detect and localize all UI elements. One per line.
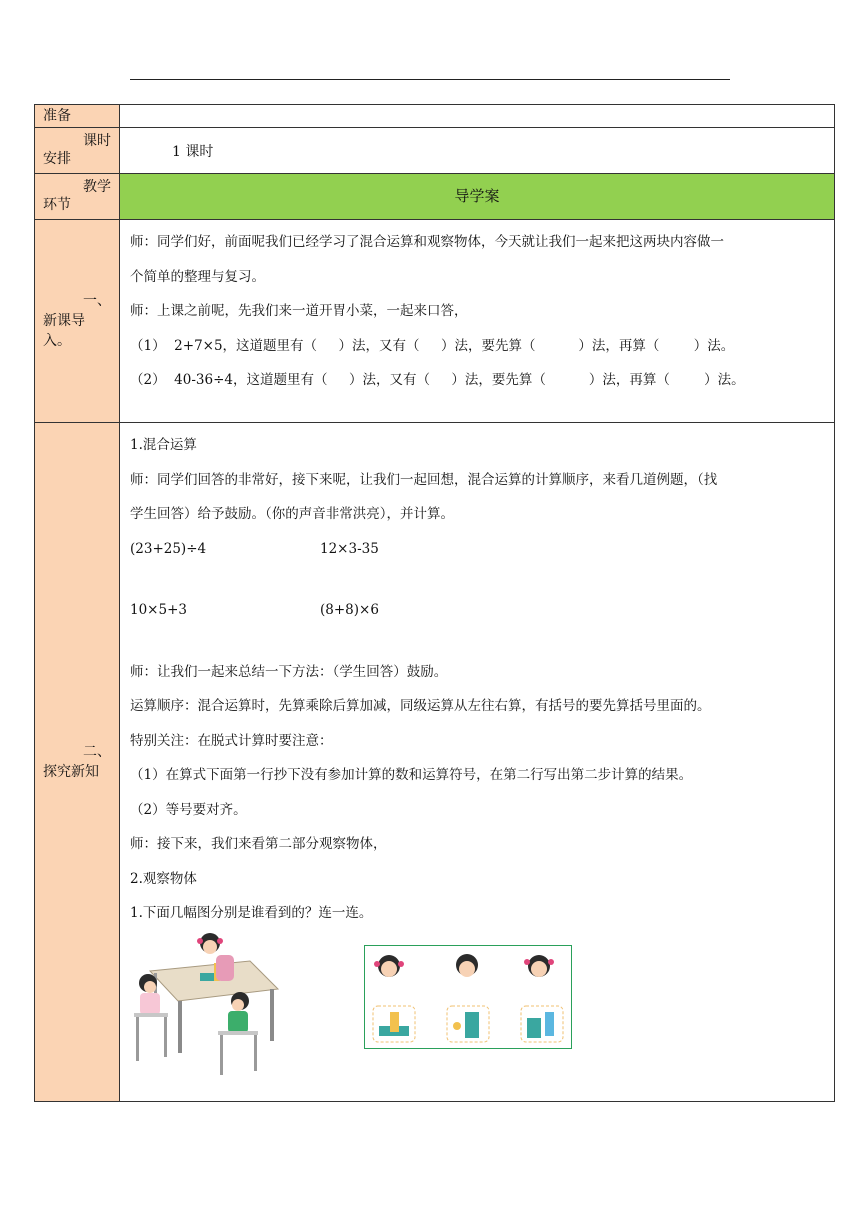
example-1a: (23+25)÷4 [130,540,207,557]
intro-p2: 师：上课之前呢，先我们来一道开胃小菜，一起来口答， [130,303,468,319]
section-header-label-1: 教学 [83,179,111,195]
example-1b: 12×3-35 [320,540,379,557]
example-2b: (8+8)×6 [320,602,379,618]
explore-label-2: 探究新知 [43,763,99,780]
intro-label-2: 新课导 [43,313,85,329]
row-section-header [35,174,835,220]
section-header-label-cell [35,174,120,220]
row-explore [35,423,835,1102]
explore-h1: 1.混合运算 [130,437,197,453]
schedule-content-cell [120,128,835,174]
prep-label: 准备 [43,108,71,124]
explore-p5: （1）在算式下面第一行抄下没有参加计算的数和运算符号，在第二行写出第二步计算的结果。 [130,767,693,783]
section-header-title: 导学案 [120,174,835,220]
intro-q2: （2） 40-36÷4，这道题里有（ ）法，又有（ ）法，要先算（ ）法，再算（ ）法。 [130,372,745,388]
intro-p1-line1: 师：同学们好，前面呢我们已经学习了混合运算和观察物体，今天就让我们一起来把这两块内容做一 [130,234,724,250]
explore-p2: 师：让我们一起来总结一下方法：（学生回答）鼓励。 [130,663,448,680]
faces-and-views [365,946,571,1048]
intro-label-1: 一、 [83,293,111,309]
children-at-table-illustration [130,931,280,1081]
row-intro [35,220,835,423]
explore-p3: 运算顺序：混合运算时，先算乘除后算加减，同级运算从左往右算，有括号的要先算括号里面的。 [130,698,711,714]
views-panel [364,945,572,1049]
explore-content-cell [120,423,835,1102]
example-row-1 [130,532,828,567]
girl-face-icon [374,955,404,977]
explore-label-1: 二、 [83,743,111,760]
explore-h2: 2.观察物体 [130,870,197,887]
intro-content-cell [120,220,835,423]
explore-question: 1.下面几幅图分别是谁看到的？连一连。 [130,905,373,921]
intro-p1-line2: 个简单的整理与复习。 [130,268,265,285]
schedule-label-cell [35,128,120,174]
schedule-content: 1 课时 [172,143,214,160]
section-header-label-2: 环节 [43,197,71,213]
schedule-label-2: 安排 [43,151,71,167]
row-schedule [35,128,835,174]
observation-figures [130,931,828,1101]
explore-p4: 特别关注：在脱式计算时要注意： [130,732,333,749]
intro-label-3: 入。 [43,333,71,349]
example-row-2 [130,593,828,628]
explore-p7: 师：接下来，我们来看第二部分观察物体， [130,836,387,852]
intro-label-cell [35,220,120,423]
lesson-plan-table [34,104,835,1102]
prep-label-cell [35,105,120,128]
intro-q1: （1） 2+7×5，这道题里有（ ）法，又有（ ）法，要先算（ ）法，再算（ ）法。 [130,337,735,354]
boy-face-icon [456,954,478,977]
example-2a: 10×5+3 [130,602,187,618]
explore-p1-line1: 师：同学们回答的非常好，接下来呢，让我们一起回想，混合运算的计算顺序，来看几道例题，（找 [130,471,718,488]
explore-label-cell [35,423,120,1102]
girl-face-icon-2 [524,955,554,977]
explore-p6: （2）等号要对齐。 [130,801,247,818]
schedule-label-1: 课时 [83,133,111,149]
explore-p1-line2: 学生回答）给予鼓励。（你的声音非常洪亮），并计算。 [130,506,454,522]
row-prep [35,105,835,128]
header-rule [130,79,730,80]
prep-content-cell [120,105,835,128]
